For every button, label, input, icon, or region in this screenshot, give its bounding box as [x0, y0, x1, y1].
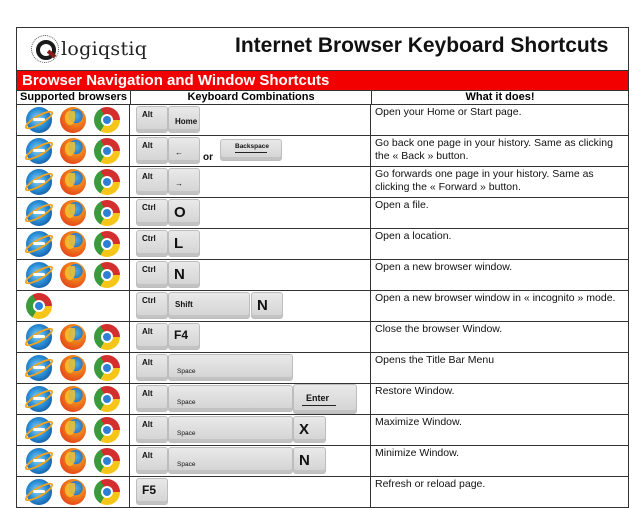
chrome-icon	[94, 324, 120, 350]
key-alt: Alt	[136, 323, 168, 350]
firefox-icon	[60, 324, 86, 350]
key-x: X	[293, 416, 326, 443]
key-ctrl: Ctrl	[136, 261, 168, 288]
enter-arrow-icon	[302, 405, 336, 406]
key-combination	[130, 446, 371, 476]
supported-browsers	[17, 477, 130, 507]
key-ctrl: Ctrl	[136, 199, 168, 226]
key-alt: Alt	[136, 416, 168, 443]
firefox-icon	[60, 262, 86, 288]
shortcut-description: Opens the Title Bar Menu	[375, 354, 495, 366]
logo-text: logiqstiq	[61, 38, 148, 60]
chrome-icon	[94, 200, 120, 226]
table-row	[17, 198, 628, 229]
shortcut-description: Open a location.	[375, 230, 452, 242]
logo-q-icon	[31, 35, 59, 63]
chrome-icon	[94, 262, 120, 288]
table-row	[17, 477, 628, 508]
key-left-arrow: ←	[168, 137, 200, 164]
chrome-icon	[94, 138, 120, 164]
section-title: Browser Navigation and Window Shortcuts	[17, 71, 628, 91]
key-space: Space	[168, 385, 293, 412]
column-header-description: What it does!	[465, 91, 535, 103]
key-combination	[130, 260, 371, 290]
supported-browsers	[17, 229, 130, 259]
shortcut-description: Go back one page in your history. Same as clicking the « Back » button.	[375, 137, 613, 162]
firefox-icon	[60, 169, 86, 195]
chrome-icon	[94, 479, 120, 505]
chrome-icon	[94, 386, 120, 412]
table-row	[17, 415, 628, 446]
internet-explorer-icon	[26, 479, 52, 505]
internet-explorer-icon	[26, 355, 52, 381]
key-space: Space	[168, 447, 293, 474]
key-n: N	[293, 447, 326, 474]
key-home: Home	[168, 106, 200, 133]
key-n: N	[168, 261, 200, 288]
internet-explorer-icon	[26, 262, 52, 288]
table-row	[17, 322, 628, 353]
logo	[31, 35, 147, 63]
shortcut-description: Open your Home or Start page.	[375, 106, 522, 118]
key-backspace: Backspace	[220, 139, 282, 161]
internet-explorer-icon	[26, 200, 52, 226]
chrome-icon	[26, 293, 52, 319]
supported-browsers	[17, 198, 130, 228]
table-row	[17, 105, 628, 136]
chrome-icon	[94, 107, 120, 133]
firefox-icon	[60, 448, 86, 474]
key-enter: Enter	[293, 384, 357, 414]
shortcut-description: Restore Window.	[375, 385, 455, 397]
or-label: or	[203, 152, 213, 163]
internet-explorer-icon	[26, 107, 52, 133]
key-shift: Shift	[168, 292, 250, 319]
key-combination	[130, 198, 371, 228]
chrome-icon	[94, 448, 120, 474]
table-row	[17, 167, 628, 198]
shortcut-description: Go forwards one page in your history. Same as clicking the « Forward » button.	[375, 168, 594, 193]
key-alt: Alt	[136, 354, 168, 381]
supported-browsers	[17, 291, 130, 321]
page-title: Internet Browser Keyboard Shortcuts	[235, 34, 609, 57]
key-combination	[130, 105, 371, 135]
column-headers	[17, 91, 628, 105]
key-o: O	[168, 199, 200, 226]
supported-browsers	[17, 353, 130, 383]
internet-explorer-icon	[26, 231, 52, 257]
shortcut-description: Close the browser Window.	[375, 323, 503, 335]
key-right-arrow: →	[168, 168, 200, 195]
chrome-icon	[94, 231, 120, 257]
firefox-icon	[60, 231, 86, 257]
shortcut-description: Minimize Window.	[375, 447, 460, 459]
key-ctrl: Ctrl	[136, 230, 168, 257]
supported-browsers	[17, 167, 130, 197]
table-row	[17, 136, 628, 167]
sheet-header	[17, 28, 628, 71]
key-alt: Alt	[136, 137, 168, 164]
firefox-icon	[60, 417, 86, 443]
supported-browsers	[17, 105, 130, 135]
key-combination	[130, 384, 371, 414]
table-row	[17, 291, 628, 322]
firefox-icon	[60, 386, 86, 412]
chrome-icon	[94, 169, 120, 195]
table-row	[17, 446, 628, 477]
key-space: Space	[168, 416, 293, 443]
internet-explorer-icon	[26, 138, 52, 164]
internet-explorer-icon	[26, 448, 52, 474]
chrome-icon	[94, 355, 120, 381]
firefox-icon	[60, 138, 86, 164]
key-combination	[130, 353, 371, 383]
supported-browsers	[17, 384, 130, 414]
table-row	[17, 353, 628, 384]
firefox-icon	[60, 355, 86, 381]
key-combination	[130, 136, 371, 166]
shortcut-description: Open a file.	[375, 199, 429, 211]
shortcut-description: Maximize Window.	[375, 416, 462, 428]
key-n: N	[251, 292, 283, 319]
supported-browsers	[17, 260, 130, 290]
table-row	[17, 384, 628, 415]
key-combination	[130, 415, 371, 445]
key-f5: F5	[136, 478, 168, 505]
key-ctrl: Ctrl	[136, 292, 168, 319]
internet-explorer-icon	[26, 417, 52, 443]
key-combination	[130, 167, 371, 197]
firefox-icon	[60, 479, 86, 505]
column-header-browsers: Supported browsers	[17, 91, 131, 104]
supported-browsers	[17, 415, 130, 445]
key-combination	[130, 322, 371, 352]
internet-explorer-icon	[26, 169, 52, 195]
shortcut-description: Open a new browser window.	[375, 261, 513, 273]
shortcuts-sheet	[16, 27, 629, 508]
table-row	[17, 229, 628, 260]
key-alt: Alt	[136, 168, 168, 195]
backspace-arrow-icon	[235, 152, 267, 153]
key-space: Space	[168, 354, 293, 381]
firefox-icon	[60, 200, 86, 226]
internet-explorer-icon	[26, 386, 52, 412]
key-alt: Alt	[136, 106, 168, 133]
key-combination	[130, 477, 371, 507]
key-f4: F4	[168, 323, 200, 350]
key-alt: Alt	[136, 385, 168, 412]
firefox-icon	[60, 107, 86, 133]
key-l: L	[168, 230, 200, 257]
column-header-keys: Keyboard Combinations	[131, 91, 372, 104]
shortcut-description: Open a new browser window in « incognito » mode.	[375, 292, 616, 304]
supported-browsers	[17, 446, 130, 476]
key-combination	[130, 229, 371, 259]
key-alt: Alt	[136, 447, 168, 474]
table-row	[17, 260, 628, 291]
key-combination	[130, 291, 371, 321]
shortcut-description: Refresh or reload page.	[375, 478, 486, 490]
chrome-icon	[94, 417, 120, 443]
supported-browsers	[17, 136, 130, 166]
internet-explorer-icon	[26, 324, 52, 350]
supported-browsers	[17, 322, 130, 352]
